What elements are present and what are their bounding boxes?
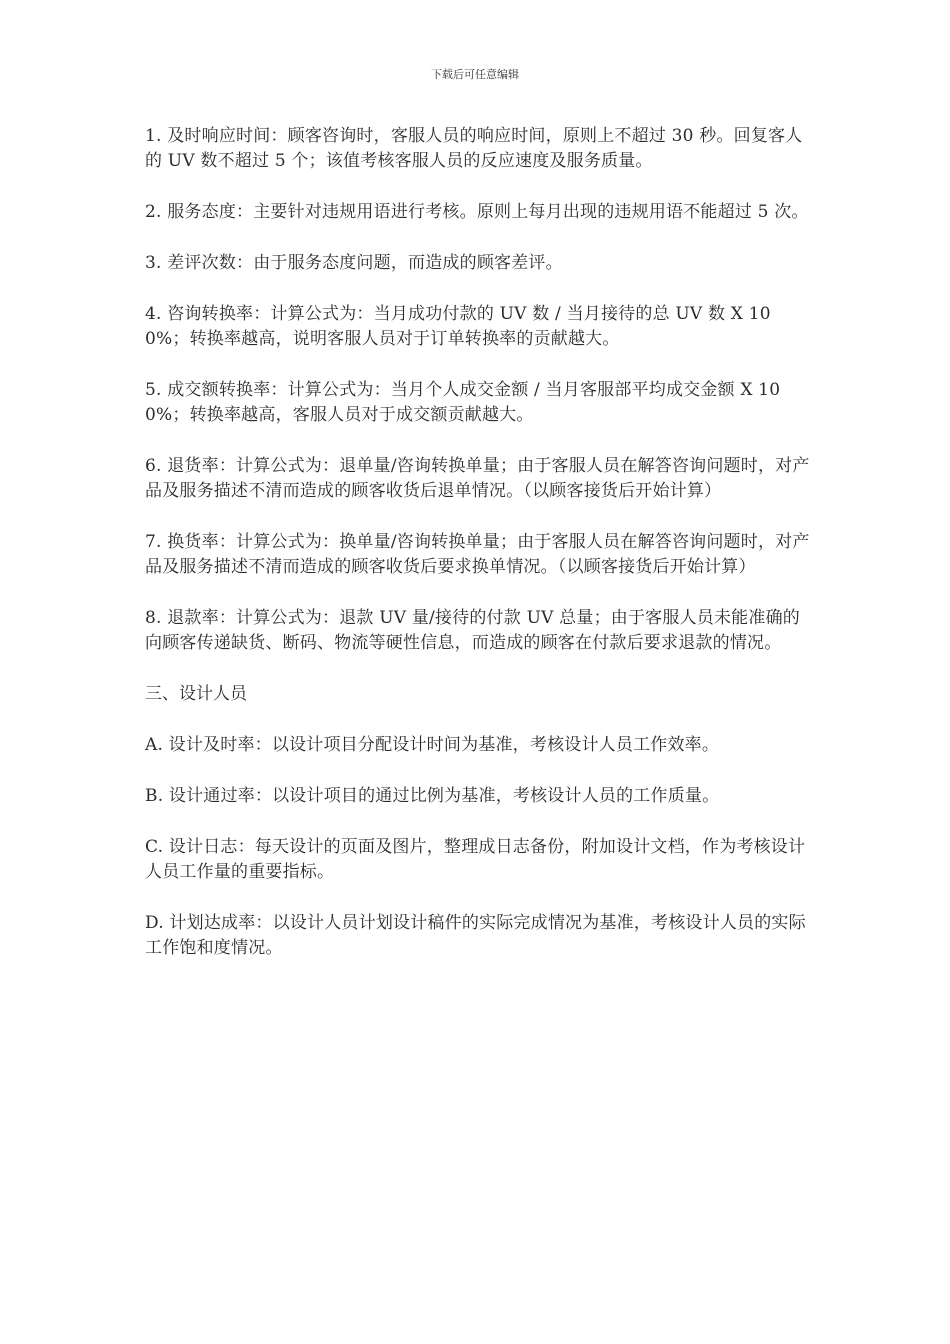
- document-body: [145, 124, 810, 987]
- design-item-timeliness: A. 设计及时率：以设计项目分配设计时间为基准，考核设计人员工作效率。: [145, 735, 720, 755]
- paragraph-consult-conversion: 4. 咨询转换率：计算公式为：当月成功付款的 UV 数 / 当月接待的总 UV 数 X 100%；转换率越高，说明客服人员对于订单转换率的贡献越大。: [145, 304, 771, 349]
- design-item-plan-completion: D. 计划达成率：以设计人员计划设计稿件的实际完成情况为基准，考核设计人员的实际工作饱和度情况。: [145, 913, 806, 958]
- paragraph-exchange-rate: 7. 换货率：计算公式为：换单量/咨询转换单量；由于客服人员在解答咨询问题时，对产品及服务描述不清而造成的顾客收货后要求换单情况。（以顾客接货后开始计算）: [145, 532, 810, 577]
- page-header: 下载后可任意编辑: [431, 68, 519, 81]
- design-item-pass-rate: B. 设计通过率：以设计项目的通过比例为基准，考核设计人员的工作质量。: [145, 786, 720, 806]
- paragraph-negative-reviews: 3. 差评次数：由于服务态度问题，而造成的顾客差评。: [145, 253, 563, 273]
- design-item-log: C. 设计日志：每天设计的页面及图片，整理成日志备份，附加设计文档，作为考核设计人员工作量的重要指标。: [145, 837, 806, 882]
- paragraph-sales-conversion: 5. 成交额转换率：计算公式为：当月个人成交金额 / 当月客服部平均成交金额 X 100%；转换率越高，客服人员对于成交额贡献越大。: [145, 380, 781, 425]
- paragraph-refund-rate: 8. 退款率：计算公式为：退款 UV 量/接待的付款 UV 总量；由于客服人员未能准确的向顾客传递缺货、断码、物流等硬性信息，而造成的顾客在付款后要求退款的情况。: [145, 608, 800, 653]
- paragraph-service-attitude: 2. 服务态度：主要针对违规用语进行考核。原则上每月出现的违规用语不能超过 5 次。: [145, 202, 809, 222]
- paragraph-response-time: 1. 及时响应时间：顾客咨询时，客服人员的响应时间，原则上不超过 30 秒。回复客人的 UV 数不超过 5 个；该值考核客服人员的反应速度及服务质量。: [145, 126, 803, 171]
- section-title-designers: 三、设计人员: [145, 684, 247, 704]
- paragraph-return-rate: 6. 退货率：计算公式为：退单量/咨询转换单量；由于客服人员在解答咨询问题时，对产品及服务描述不清而造成的顾客收货后退单情况。（以顾客接货后开始计算）: [145, 456, 810, 501]
